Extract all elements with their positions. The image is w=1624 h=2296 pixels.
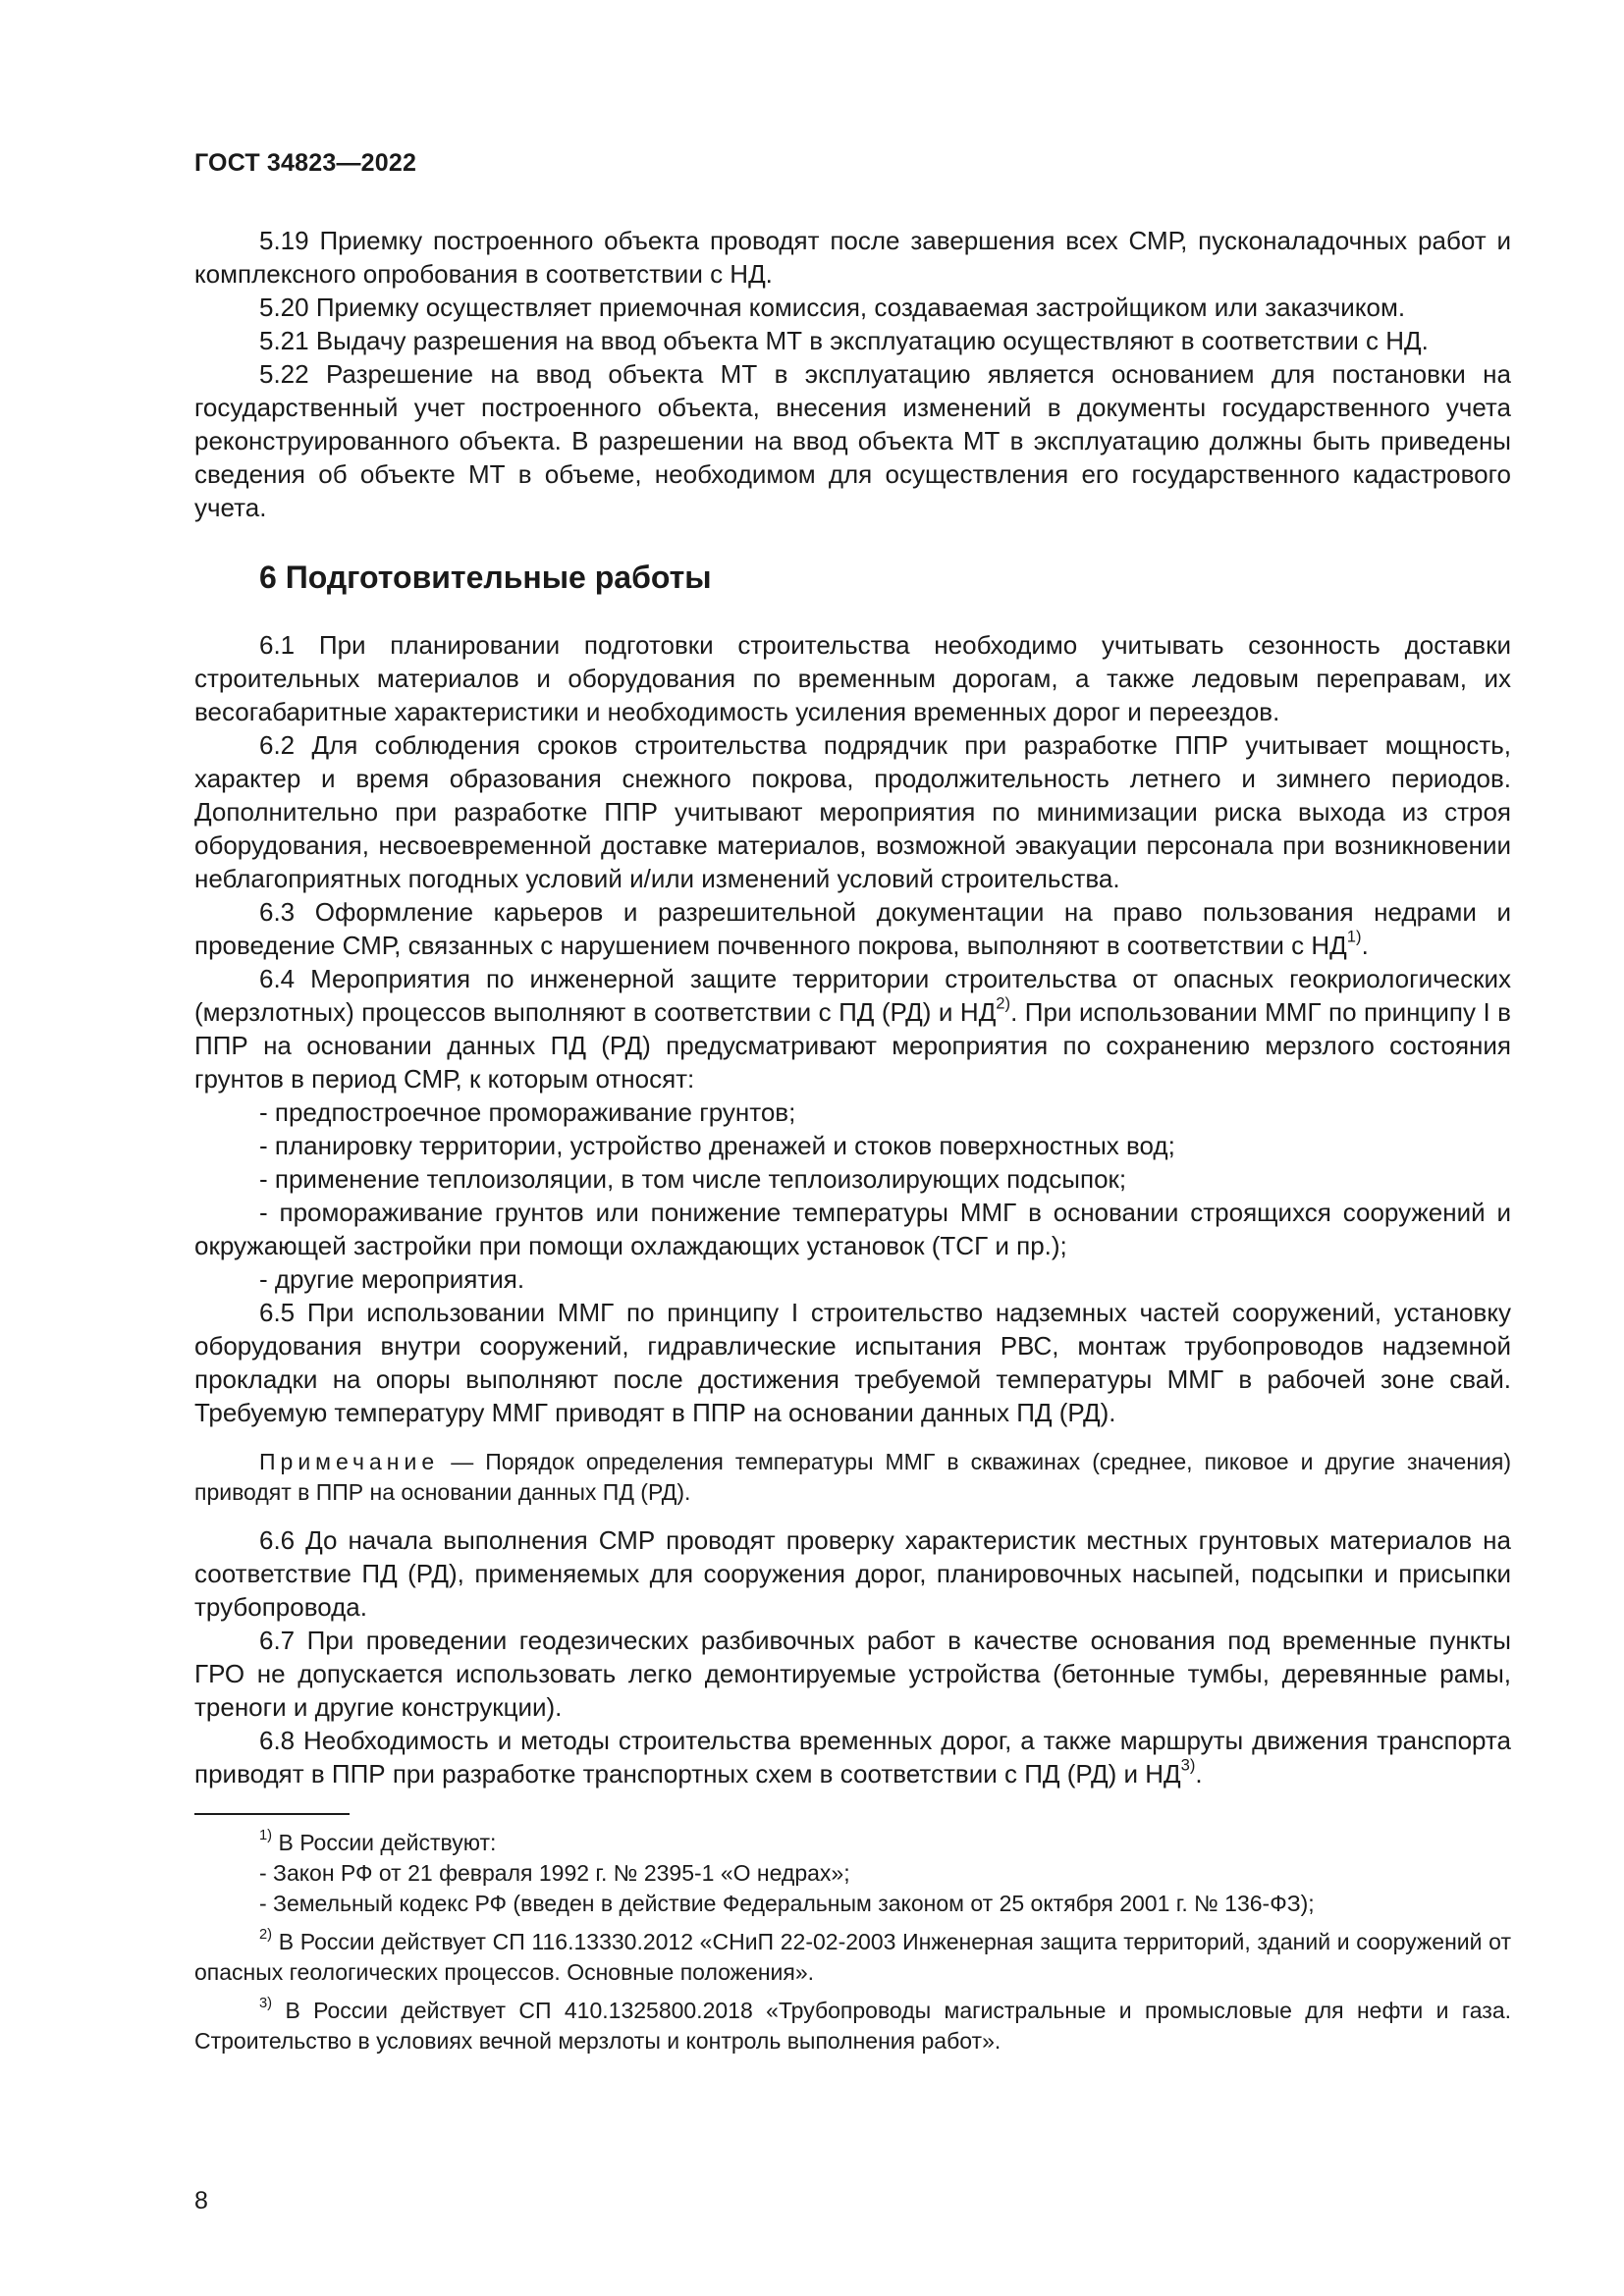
paragraph-5-19: 5.19 Приемку построенного объекта проводят после завершения всех СМР, пусконаладочных работ и комплексного опробования в соответствии с НД.: [194, 226, 1511, 289]
footnote-ref-3: 3): [1180, 1755, 1196, 1775]
footnote-2-text: В России действует СП 116.13330.2012 «СНиП 22-02-2003 Инженерная защита территорий, зданий и сооружений от опасных геологических процессов. Основные положения».: [194, 1929, 1511, 1985]
note-text: — Порядок определения температуры ММГ в скважинах (среднее, пиковое и другие значения) приводят в ППР на основании данных ПД (РД).: [194, 1449, 1511, 1505]
paragraph-6-4-text-a: 6.4 Мероприятия по инженерной защите территории строительства от опасных геокриологических (мерзлотных) процессов выполняют в соответствии с ПД (РД) и НД: [194, 964, 1511, 1027]
section-5-block: [194, 224, 1511, 524]
paragraph-5-21: 5.21 Выдачу разрешения на ввод объекта МТ в эксплуатацию осуществляют в соответствии с НД.: [259, 326, 1429, 355]
footnote-3-text: В России действует СП 410.1325800.2018 «Трубопроводы магистральные и промысловые для нефти и газа. Строительство в условиях вечной мерзлоты и контроль выполнения работ».: [194, 1998, 1511, 2054]
note-label: Примечание: [259, 1449, 440, 1474]
paragraph-6-8: [194, 1724, 1511, 1790]
footnote-1: [194, 1828, 1511, 1858]
section-6-block: [194, 628, 1511, 1790]
paragraph-6-3-text: 6.3 Оформление карьеров и разрешительной документации на право пользования недрами и проведение СМР, связанных с нарушением почвенного покрова, выполняют в соответствии с НД: [194, 897, 1511, 960]
note: [194, 1447, 1511, 1508]
paragraph-6-6: 6.6 До начала выполнения СМР проводят проверку характеристик местных грунтовых материалов на соответствие ПД (РД), применяемых для сооружения дорог, планировочных насыпей, подсыпки и присыпки трубопровода.: [194, 1525, 1511, 1622]
footnote-separator: [194, 1813, 350, 1815]
section-6-title: 6 Подготовительные работы: [259, 560, 712, 595]
paragraph-6-3: [194, 895, 1511, 962]
footnotes-block: [194, 1828, 1511, 2056]
footnote-2-mark: 2): [259, 1926, 273, 1943]
paragraph-5-22: 5.22 Разрешение на ввод объекта МТ в эксплуатацию является основанием для постановки на государственный учет построенного объекта, внесения изменений в документы государственного учета реконструированного объекта. В разрешении на ввод объекта МТ в эксплуатацию должны быть приведены сведения об объекте МТ в объеме, необходимом для осуществления его государственного кадастрового учета.: [194, 359, 1511, 522]
footnote-1-item: - Закон РФ от 21 февраля 1992 г. № 2395-1 «О недрах»;: [259, 1860, 850, 1886]
list-item: - применение теплоизоляции, в том числе теплоизолирующих подсыпок;: [259, 1164, 1127, 1194]
footnote-1-mark: 1): [259, 1827, 273, 1843]
list-item: - другие мероприятия.: [259, 1264, 525, 1294]
paragraph-6-1: 6.1 При планировании подготовки строительства необходимо учитывать сезонность доставки строительных материалов и оборудования по временным дорогам, а также ледовым переправам, их весогабаритные характеристики и необходимость усиления временных дорог и переездов.: [194, 630, 1511, 726]
paragraph-6-4-text-b: . При использовании ММГ по принципу I в ППР на основании данных ПД (РД) предусматривают мероприятия по сохранению мерзлого состояния грунтов в период СМР, к которым относят:: [194, 997, 1511, 1094]
paragraph-6-8-end: .: [1195, 1759, 1203, 1789]
paragraph-6-4: [194, 962, 1511, 1095]
page-number: 8: [194, 2187, 208, 2215]
paragraph-5-20: 5.20 Приемку осуществляет приемочная комиссия, создаваемая застройщиком или заказчиком.: [259, 293, 1406, 322]
footnote-2: [194, 1927, 1511, 1988]
footnote-ref-2: 2): [996, 993, 1011, 1013]
list-item: - промораживание грунтов или понижение температуры ММГ в основании строящихся сооружений и окружающей застройки при помощи охлаждающих установок (ТСГ и пр.);: [194, 1198, 1511, 1260]
paragraph-6-2: 6.2 Для соблюдения сроков строительства подрядчик при разработке ППР учитывает мощность, характер и время образования снежного покрова, продолжительность летнего и зимнего периодов. Дополнительно при разработке ППР учитывают мероприятия по минимизации риска выхода из строя оборудования, несвоевременной доставке материалов, возможной эвакуации персонала при возникновении неблагоприятных погодных условий и/или изменений условий строительства.: [194, 730, 1511, 893]
paragraph-6-7: 6.7 При проведении геодезических разбивочных работ в качестве основания под временные пункты ГРО не допускается использовать легко демонтируемые устройства (бетонные тумбы, деревянные рамы, треноги и другие конструкции).: [194, 1626, 1511, 1722]
footnote-3: [194, 1996, 1511, 2056]
footnote-1-text: В России действуют:: [272, 1830, 497, 1855]
paragraph-6-3-end: .: [1361, 931, 1369, 960]
footnote-3-mark: 3): [259, 1995, 273, 2011]
standard-header: ГОСТ 34823—2022: [194, 149, 417, 177]
paragraph-6-8-text: 6.8 Необходимость и методы строительства временных дорог, а также маршруты движения транспорта приводят в ППР при разработке транспортных схем в соответствии с ПД (РД) и НД: [194, 1726, 1511, 1789]
footnote-1-item: - Земельный кодекс РФ (введен в действие Федеральным законом от 25 октября 2001 г. № 136-ФЗ);: [259, 1891, 1315, 1916]
list-item: - планировку территории, устройство дренажей и стоков поверхностных вод;: [259, 1131, 1175, 1160]
paragraph-6-5: 6.5 При использовании ММГ по принципу I строительство надземных частей сооружений, установку оборудования внутри сооружений, гидравлические испытания РВС, монтаж трубопроводов надземной прокладки на опоры выполняют после достижения требуемой температуры ММГ в рабочей зоне свай. Требуемую температуру ММГ приводят в ППР на основании данных ПД (РД).: [194, 1298, 1511, 1427]
list-item: - предпостроечное промораживание грунтов;: [259, 1097, 796, 1127]
footnote-ref-1: 1): [1346, 927, 1362, 946]
